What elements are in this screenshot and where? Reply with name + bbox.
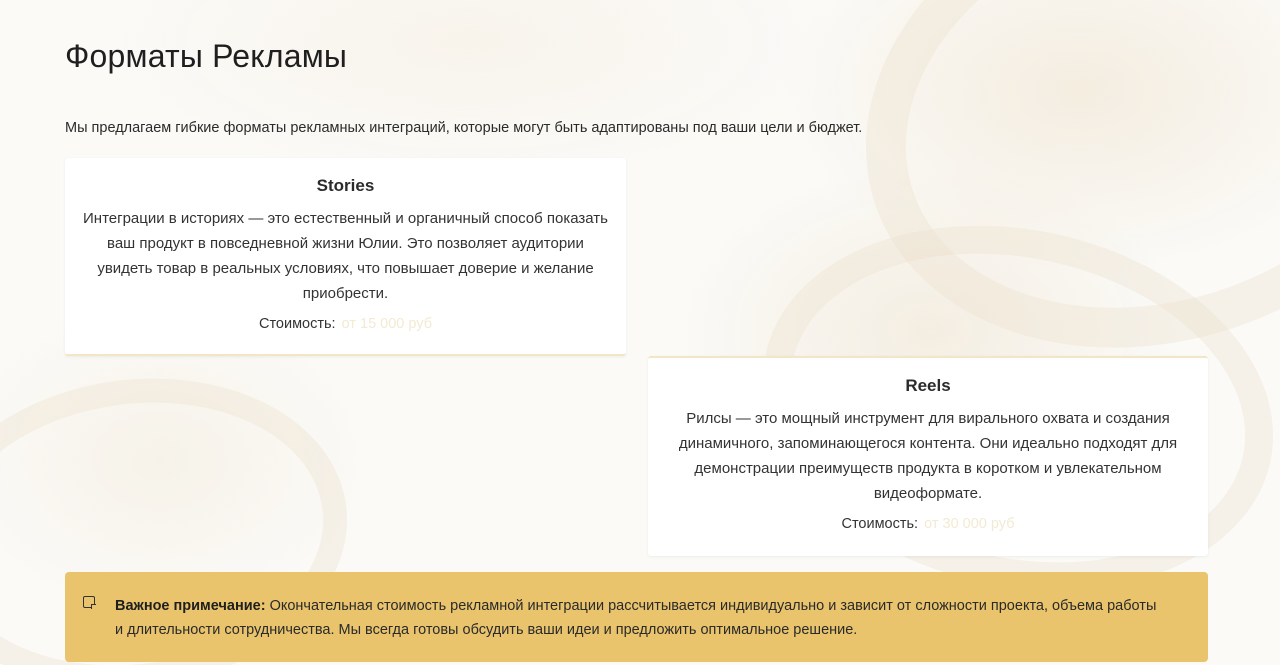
note-text: Окончательная стоимость рекламной интеграции рассчитывается индивидуально и зависит от сложности проекта, объема работы и длительности сотрудничества. Мы всегда готовы обсудить ваши идеи и предложить оптимальное решение. [115, 598, 1157, 638]
intro-text: Мы предлагаем гибкие форматы рекламных интеграций, которые могут быть адаптированы под ваши цели и бюджет. [65, 120, 863, 136]
price-value: от 30 000 руб [924, 516, 1015, 532]
card-title: Stories [316, 176, 375, 195]
card-description: Интеграции в историях — это естественный и органичный способ показать ваш продукт в повседневной жизни Юлии. Это позволяет аудитории увидеть товар в реальных условиях, что повышает доверие и желание приобрести. [83, 210, 608, 302]
format-card-stories [65, 158, 626, 356]
price-label: Стоимость: [258, 316, 336, 332]
note-label: Важное примечание: [115, 598, 270, 614]
card-title: Reels [905, 376, 951, 395]
page-title: Форматы Рекламы [65, 38, 348, 74]
format-card-reels [648, 356, 1208, 556]
note-icon [83, 596, 95, 608]
card-price [65, 316, 626, 332]
card-description: Рилсы — это мощный инструмент для вирального охвата и создания динамичного, запоминающегося контента. Они идеально подходят для демонстрации преимуществ продукта в коротком и увлекательном видеоформате. [678, 410, 1178, 502]
price-label: Стоимость: [841, 516, 919, 532]
important-note [65, 572, 1208, 662]
price-value: от 15 000 руб [341, 316, 433, 332]
card-price [648, 516, 1208, 532]
